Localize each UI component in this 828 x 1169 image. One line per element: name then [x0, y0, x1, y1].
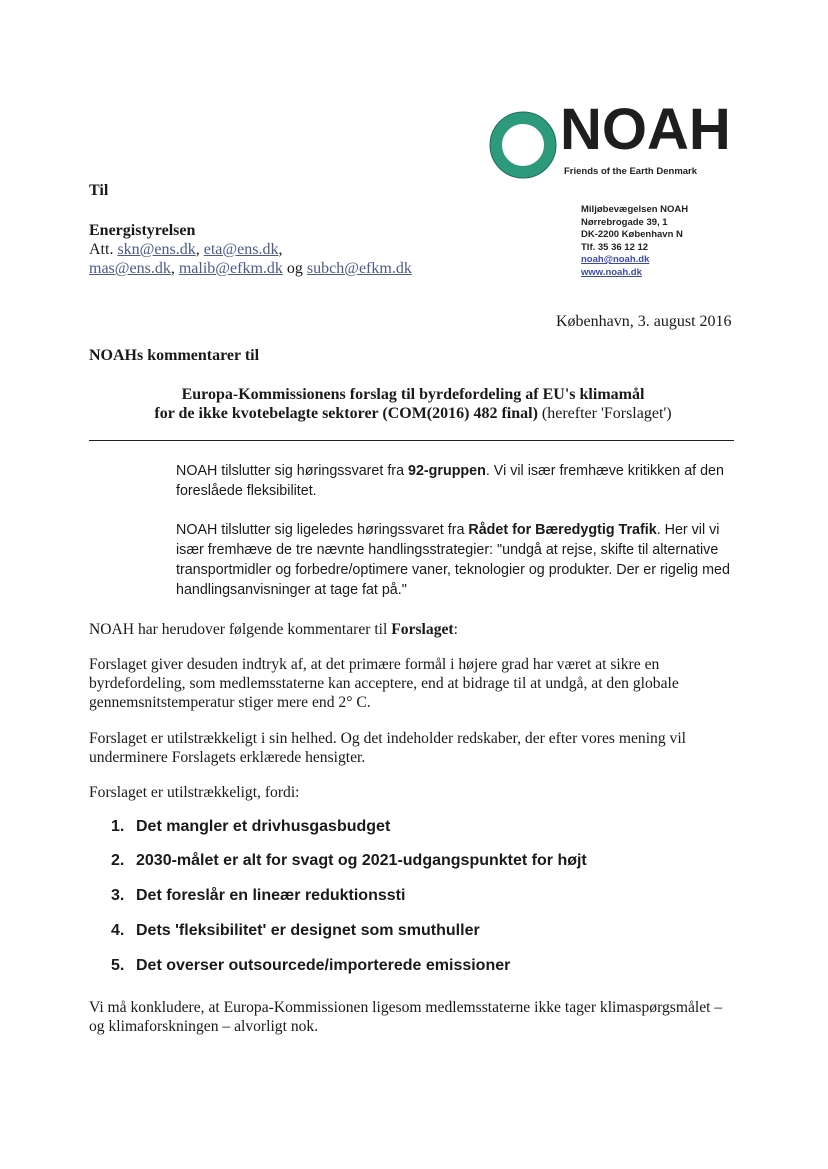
list-item-text: Det foreslår en lineær reduktionssti — [136, 887, 406, 904]
to-label: Til — [89, 182, 109, 199]
sender-phone: Tlf. 35 36 12 12 — [581, 241, 649, 253]
subtitle-line-2-bold: for de ikke kvotebelagte sektorer (COM(2016) 482 final) — [154, 405, 538, 422]
intro-p2-bold: Rådet for Bæredygtig Trafik — [468, 522, 657, 538]
list-item-number: 1. — [111, 818, 125, 835]
list-item-number: 3. — [111, 887, 125, 904]
letter-heading: NOAHs kommentarer til — [89, 347, 260, 364]
letter-subtitle — [89, 385, 737, 423]
body-p1-bold: Forslaget — [391, 621, 454, 638]
list-item-text: Det mangler et drivhusgasbudget — [136, 818, 391, 835]
list-item-text: Dets 'fleksibilitet' er designet som smuthuller — [136, 922, 480, 939]
subtitle-line-2 — [89, 404, 737, 423]
sender-web-link[interactable]: www.noah.dk — [581, 266, 642, 278]
email-link-subch[interactable]: subch@efkm.dk — [306, 260, 412, 277]
og-text: og — [286, 260, 303, 277]
noah-logo — [488, 97, 738, 180]
list-item — [111, 818, 390, 836]
sender-city: DK-2200 København N — [581, 229, 683, 240]
body-paragraph-1 — [89, 620, 739, 639]
intro-p1-text: NOAH tilslutter sig høringssvaret fra — [176, 463, 408, 479]
list-item-number: 5. — [111, 957, 125, 974]
email-link-skn[interactable]: skn@ens.dk — [117, 241, 196, 258]
intro-p2-text-end: . Her vil vi især fremhæve de tre nævnte handlingsstrategier: "undgå at rejse, skifte til alternative transportmidler og forbedre/optimere vaner, teknologier og produkter. Der er rigelig med handlingsanvisninger at tage fat på." — [176, 522, 730, 598]
sender-street: Nørrebrogade 39, 1 — [581, 216, 668, 228]
body-paragraph-3: Forslaget er utilstrækkeligt i sin helhed. Og det indeholder redskaber, der efter vores mening vil underminere Forslagets erklærede hensigter. — [89, 730, 686, 766]
list-item-number: 4. — [111, 922, 125, 939]
list-item — [111, 887, 405, 905]
sender-email-link[interactable]: noah@noah.dk — [581, 254, 650, 265]
body-p1-end: : — [453, 621, 458, 638]
intro-p1-bold: 92-gruppen — [408, 463, 486, 479]
logo-ring-icon — [488, 110, 558, 180]
logo-subtitle: Friends of the Earth Denmark — [564, 166, 698, 177]
recipient-name: Energistyrelsen — [89, 222, 196, 239]
body-paragraph-4: Forslaget er utilstrækkeligt, fordi: — [89, 784, 300, 801]
body-p1-text: NOAH har herudover følgende kommentarer til — [89, 621, 392, 638]
list-item — [111, 922, 480, 940]
subtitle-line-1: Europa-Kommissionens forslag til byrdefordeling af EU's klimamål — [181, 386, 645, 403]
sender-address — [581, 204, 688, 279]
intro-p2-text: NOAH tilslutter sig ligeledes høringssvaret fra — [176, 522, 469, 538]
recipient-att-line: Att. skn@ens.dk, eta@ens.dk, — [89, 241, 283, 258]
body-paragraph-2: Forslaget giver desuden indtryk af, at det primære formål i højere grad har været at sikre en byrdefordeling, som medlemsstaterne kan acceptere, end at bidrage til at undgå, at den globale gennemsnitstemperatur stiger mere end 2° C. — [89, 656, 679, 711]
att-label: Att. — [89, 241, 114, 258]
list-item-number: 2. — [111, 852, 125, 869]
email-link-malib[interactable]: malib@efkm.dk — [178, 260, 283, 277]
list-item-text: 2030-målet er alt for svagt og 2021-udgangspunktet for højt — [136, 852, 587, 869]
section-divider — [89, 440, 734, 441]
recipient-emails-line: mas@ens.dk, malib@efkm.dk og subch@efkm.dk — [89, 260, 412, 277]
recipient-block — [89, 221, 412, 278]
sender-org: Miljøbevægelsen NOAH — [581, 204, 689, 215]
email-link-mas[interactable]: mas@ens.dk — [89, 260, 171, 277]
email-link-eta[interactable]: eta@ens.dk — [203, 241, 279, 258]
list-item — [111, 852, 587, 870]
logo-wordmark: NOAH — [560, 97, 731, 162]
intro-paragraph-1 — [176, 461, 736, 501]
intro-paragraph-2 — [176, 520, 736, 600]
subtitle-line-2-rest: (herefter 'Forslaget') — [537, 405, 672, 422]
list-item — [111, 957, 510, 975]
letter-date: København, 3. august 2016 — [556, 313, 732, 330]
list-item-text: Det overser outsourcede/importerede emissioner — [136, 957, 511, 974]
intro-p1-text-end: . Vi vil især fremhæve kritikken af den foreslåede fleksibilitet. — [176, 463, 724, 499]
conclusion-paragraph: Vi må konkludere, at Europa-Kommissionen ligesom medlemsstaterne ikke tager klimaspørgsmålet – og klimaforskningen – alvorligt nok. — [89, 999, 723, 1035]
